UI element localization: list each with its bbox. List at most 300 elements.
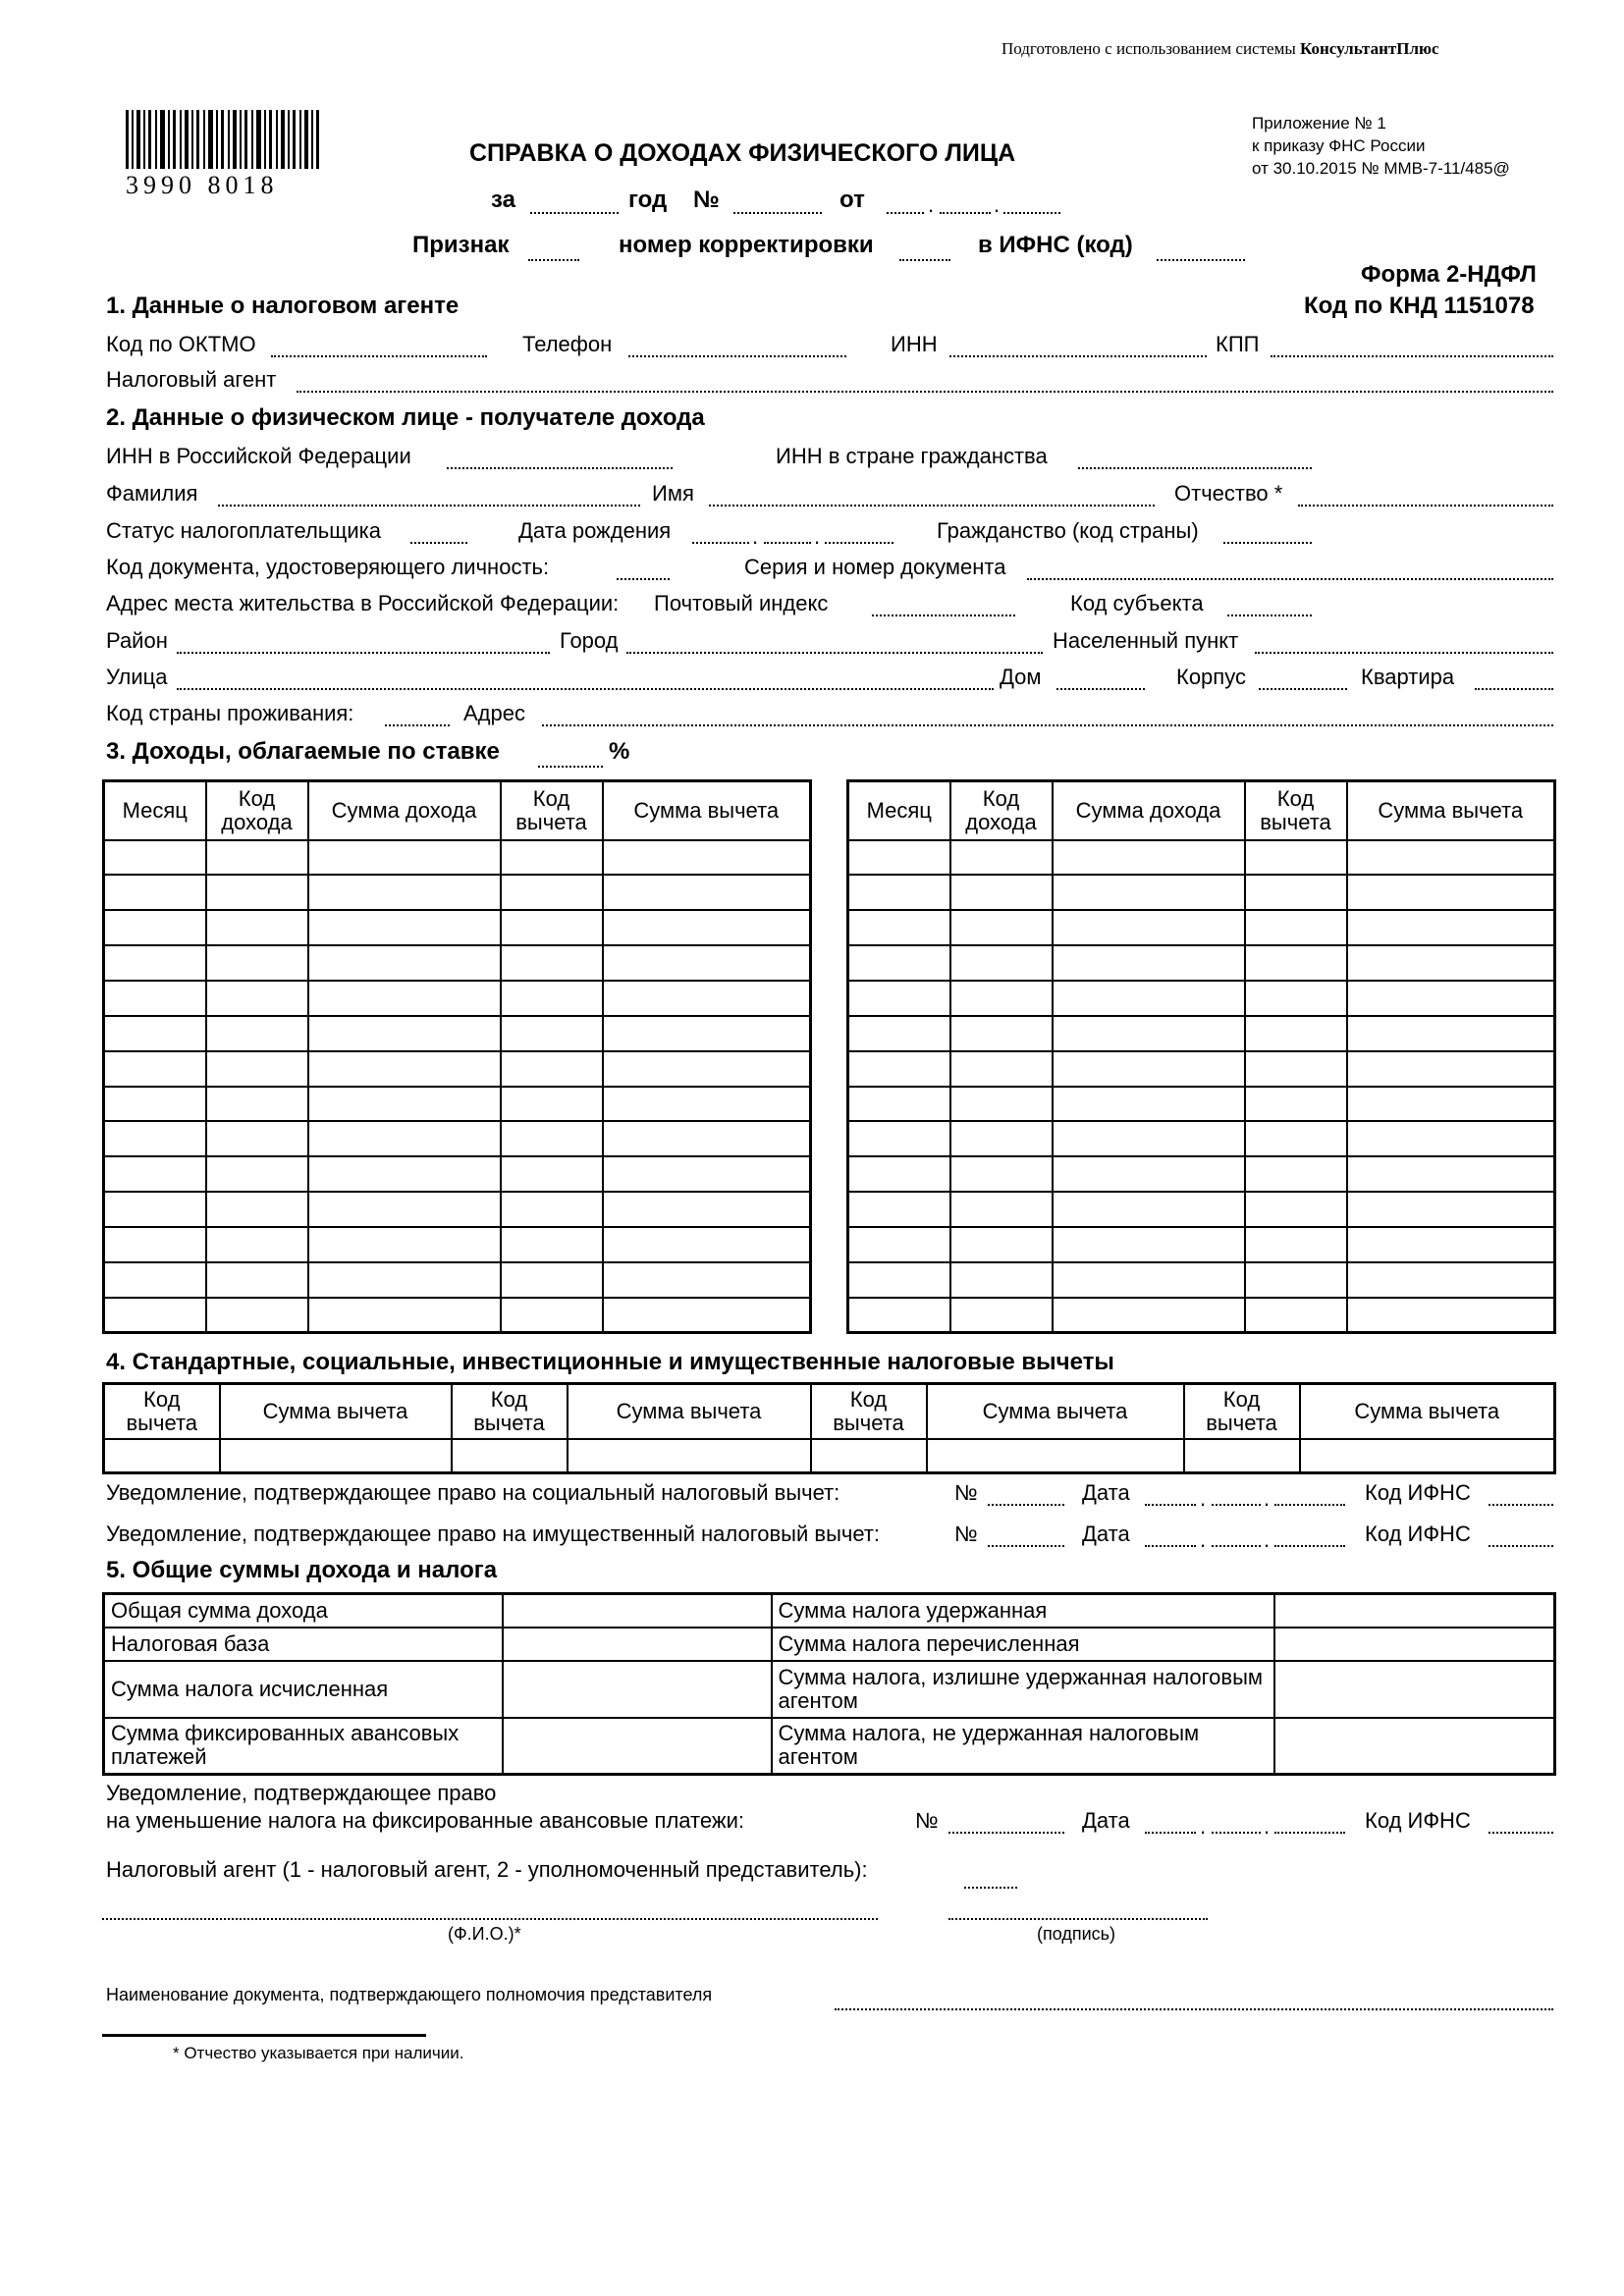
table-cell[interactable] <box>206 1227 308 1262</box>
col-month: Месяц <box>104 781 206 840</box>
table-cell[interactable] <box>206 875 308 910</box>
table-cell[interactable] <box>1053 1298 1245 1333</box>
table-cell[interactable] <box>603 1121 811 1156</box>
surname-field[interactable] <box>218 505 640 507</box>
table-cell[interactable] <box>603 981 811 1016</box>
table-cell[interactable] <box>104 1227 206 1262</box>
table-cell[interactable] <box>206 1156 308 1192</box>
table-cell[interactable] <box>1053 1121 1245 1156</box>
footnote-divider <box>102 2034 426 2037</box>
table-cell[interactable] <box>848 875 950 910</box>
table-cell[interactable] <box>950 945 1053 981</box>
table-cell[interactable] <box>603 1087 811 1122</box>
notice-property-date-month[interactable] <box>1212 1545 1261 1547</box>
date-separator: . <box>928 192 935 217</box>
priznak-label: Признак <box>412 232 510 258</box>
citizenship-label: Гражданство (код страны) <box>937 518 1199 543</box>
god-label: год <box>628 187 668 213</box>
table-cell[interactable] <box>206 1051 308 1087</box>
appendix-line: Приложение № 1 <box>1252 114 1386 133</box>
agent-inn-label: ИНН <box>891 332 938 356</box>
table-cell[interactable] <box>950 981 1053 1016</box>
col-income-sum: Сумма дохода <box>1053 781 1245 840</box>
notice-ifns-label: Код ИФНС <box>1365 1522 1471 1546</box>
col-deduction-sum: Сумма вычета <box>603 781 811 840</box>
correction-field[interactable] <box>899 259 950 261</box>
table-row <box>848 1156 1555 1192</box>
street-field[interactable] <box>177 688 994 690</box>
notice-social-number-field[interactable] <box>988 1504 1064 1506</box>
totals-table <box>102 1592 1556 1776</box>
advance-notice-number-field[interactable] <box>948 1832 1064 1834</box>
agent-field[interactable] <box>297 391 1553 393</box>
table-row <box>104 981 811 1016</box>
tax-withheld-value[interactable] <box>1274 1594 1555 1628</box>
table-cell[interactable] <box>1184 1439 1300 1472</box>
notice-property-number-field[interactable] <box>988 1545 1064 1547</box>
table-cell[interactable] <box>104 910 206 945</box>
table-cell[interactable] <box>501 1121 603 1156</box>
table-cell[interactable] <box>104 1439 220 1472</box>
table-cell[interactable] <box>1245 1016 1347 1051</box>
house-label: Дом <box>1000 665 1042 689</box>
table-cell[interactable] <box>206 910 308 945</box>
tax-transferred-label: Сумма налога перечисленная <box>772 1628 1274 1661</box>
deductions-table <box>102 1382 1556 1474</box>
doc-code-field[interactable] <box>617 578 670 580</box>
surname-label: Фамилия <box>106 481 198 506</box>
table-cell[interactable] <box>848 910 950 945</box>
table-cell[interactable] <box>603 840 811 876</box>
barcode-digits: 3990 8018 <box>126 171 279 199</box>
birthdate-label: Дата рождения <box>518 518 672 543</box>
oktmo-field[interactable] <box>271 355 487 357</box>
notice-social-date-month[interactable] <box>1212 1504 1261 1506</box>
table-cell[interactable] <box>308 910 501 945</box>
table-cell[interactable] <box>501 1016 603 1051</box>
table-cell[interactable] <box>206 1192 308 1227</box>
table-cell[interactable] <box>603 1298 811 1333</box>
col-deduction-code: Код вычета <box>501 781 603 840</box>
table-cell[interactable] <box>308 1156 501 1192</box>
col-deduction-sum: Сумма вычета <box>568 1384 811 1440</box>
table-cell[interactable] <box>1053 1016 1245 1051</box>
name-label: Имя <box>652 481 694 506</box>
table-cell[interactable] <box>1347 981 1555 1016</box>
tax-overwithheld-label: Сумма налога, излишне удержанная налоговым агентом <box>772 1661 1274 1718</box>
house-field[interactable] <box>1056 688 1145 690</box>
table-cell[interactable] <box>950 1121 1053 1156</box>
table-cell[interactable] <box>1347 945 1555 981</box>
table-cell[interactable] <box>603 910 811 945</box>
apartment-field[interactable] <box>1475 688 1553 690</box>
table-cell[interactable] <box>950 875 1053 910</box>
table-cell[interactable] <box>206 945 308 981</box>
table-row <box>848 945 1555 981</box>
table-cell[interactable] <box>603 1016 811 1051</box>
table-cell[interactable] <box>927 1439 1184 1472</box>
col-income-code: Код дохода <box>950 781 1053 840</box>
table-cell[interactable] <box>848 1156 950 1192</box>
table-cell[interactable] <box>501 1156 603 1192</box>
number-label: № <box>693 187 720 213</box>
table-cell[interactable] <box>950 1051 1053 1087</box>
table-cell[interactable] <box>950 1156 1053 1192</box>
birthdate-month-field[interactable] <box>764 542 811 544</box>
appendix-line: к приказу ФНС России <box>1252 136 1426 155</box>
table-cell[interactable] <box>1347 1262 1555 1298</box>
table-cell[interactable] <box>603 1262 811 1298</box>
table-cell[interactable] <box>104 1016 206 1051</box>
notice-property-ifns-field[interactable] <box>1489 1545 1553 1547</box>
agent-type-label: Налоговый агент (1 - налоговый агент, 2 - уполномоченный представитель): <box>106 1857 868 1882</box>
table-row <box>104 875 811 910</box>
table-cell[interactable] <box>1245 981 1347 1016</box>
table-cell[interactable] <box>1347 1192 1555 1227</box>
table-cell[interactable] <box>104 981 206 1016</box>
patronymic-field[interactable] <box>1298 505 1553 507</box>
table-cell[interactable] <box>1245 1227 1347 1262</box>
table-row <box>848 1121 1555 1156</box>
table-cell[interactable] <box>501 981 603 1016</box>
country-code-field[interactable] <box>385 724 450 726</box>
district-field[interactable] <box>177 652 550 654</box>
total-income-value[interactable] <box>503 1594 772 1628</box>
table-header-row <box>104 1384 1555 1440</box>
table-row <box>104 1016 811 1051</box>
apartment-label: Квартира <box>1361 665 1455 689</box>
address-rf-label: Адрес места жительства в Российской Федерации: <box>106 591 620 615</box>
table-cell[interactable] <box>104 875 206 910</box>
table-cell[interactable] <box>501 1051 603 1087</box>
date-separator: . <box>1264 1814 1271 1839</box>
table-cell[interactable] <box>308 875 501 910</box>
appendix-note <box>1252 112 1510 180</box>
table-cell[interactable] <box>206 1298 308 1333</box>
col-deduction-code: Код вычета <box>104 1384 220 1440</box>
status-field[interactable] <box>410 542 467 544</box>
tax-not-withheld-value[interactable] <box>1274 1718 1555 1775</box>
table-cell[interactable] <box>1347 910 1555 945</box>
table-cell[interactable] <box>1347 1087 1555 1122</box>
tax-base-value[interactable] <box>503 1628 772 1661</box>
fio-caption: (Ф.И.О.)* <box>448 1924 521 1944</box>
ifns-field[interactable] <box>1157 259 1245 261</box>
table-cell[interactable] <box>1347 1227 1555 1262</box>
table-cell[interactable] <box>1245 1262 1347 1298</box>
table-cell[interactable] <box>1053 1087 1245 1122</box>
table-cell[interactable] <box>848 1262 950 1298</box>
ifns-label: в ИФНС (код) <box>978 232 1133 258</box>
tax-base-label: Налоговая база <box>104 1628 503 1661</box>
table-cell[interactable] <box>308 1192 501 1227</box>
table-cell[interactable] <box>1053 981 1245 1016</box>
doc-name-field[interactable] <box>835 2008 1553 2010</box>
region-code-field[interactable] <box>1227 614 1312 616</box>
fixed-advance-value[interactable] <box>503 1718 772 1775</box>
agent-label: Налоговый агент <box>106 367 277 392</box>
table-cell[interactable] <box>1245 1192 1347 1227</box>
building-label: Корпус <box>1176 665 1246 689</box>
table-header-row <box>848 781 1555 840</box>
notice-social-date-year[interactable] <box>1274 1504 1345 1506</box>
table-cell[interactable] <box>848 981 950 1016</box>
table-cell[interactable] <box>950 1262 1053 1298</box>
table-cell[interactable] <box>1053 910 1245 945</box>
table-row <box>104 1661 1555 1718</box>
inn-rf-field[interactable] <box>447 467 673 469</box>
citizenship-field[interactable] <box>1223 542 1312 544</box>
table-row <box>104 910 811 945</box>
tax-calculated-label: Сумма налога исчисленная <box>104 1661 503 1718</box>
tax-calculated-value[interactable] <box>503 1661 772 1718</box>
table-row <box>848 1192 1555 1227</box>
table-cell[interactable] <box>104 1192 206 1227</box>
table-cell[interactable] <box>308 1051 501 1087</box>
table-cell[interactable] <box>811 1439 927 1472</box>
postcode-field[interactable] <box>872 614 1015 616</box>
table-cell[interactable] <box>950 910 1053 945</box>
table-cell[interactable] <box>603 945 811 981</box>
table-cell[interactable] <box>603 1227 811 1262</box>
appendix-line: от 30.10.2015 № ММВ-7-11/485@ <box>1252 159 1510 178</box>
phone-field[interactable] <box>628 355 846 357</box>
kpp-field[interactable] <box>1271 355 1553 357</box>
table-cell[interactable] <box>308 1087 501 1122</box>
tax-overwithheld-value[interactable] <box>1274 1661 1555 1718</box>
notice-no-label: № <box>915 1808 939 1833</box>
table-cell[interactable] <box>1245 1156 1347 1192</box>
table-cell[interactable] <box>501 875 603 910</box>
table-cell[interactable] <box>1347 1156 1555 1192</box>
table-cell[interactable] <box>603 875 811 910</box>
fio-field[interactable] <box>102 1918 878 1920</box>
footnote: * Отчество указывается при наличии. <box>173 2044 464 2062</box>
table-cell[interactable] <box>848 1016 950 1051</box>
table-cell[interactable] <box>501 1087 603 1122</box>
birthdate-year-field[interactable] <box>825 542 893 544</box>
table-cell[interactable] <box>1053 945 1245 981</box>
table-cell[interactable] <box>308 1121 501 1156</box>
table-row <box>848 875 1555 910</box>
agent-inn-field[interactable] <box>949 355 1207 357</box>
advance-notice-date-year[interactable] <box>1274 1832 1345 1834</box>
table-cell[interactable] <box>308 1227 501 1262</box>
date-day-field[interactable] <box>887 212 924 214</box>
table-cell[interactable] <box>848 945 950 981</box>
tax-transferred-value[interactable] <box>1274 1628 1555 1661</box>
advance-notice-date-day[interactable] <box>1145 1832 1196 1834</box>
rate-field[interactable] <box>538 766 603 768</box>
notice-property-date-year[interactable] <box>1274 1545 1345 1547</box>
table-row <box>848 910 1555 945</box>
table-cell[interactable] <box>308 840 501 876</box>
table-row <box>848 1087 1555 1122</box>
date-separator: . <box>1264 1486 1271 1511</box>
table-cell[interactable] <box>104 1156 206 1192</box>
table-cell[interactable] <box>950 1087 1053 1122</box>
table-cell[interactable] <box>501 910 603 945</box>
table-cell[interactable] <box>950 1227 1053 1262</box>
table-cell[interactable] <box>1053 1051 1245 1087</box>
table-row <box>104 840 811 876</box>
notice-property-date-day[interactable] <box>1145 1545 1196 1547</box>
tax-not-withheld-label: Сумма налога, не удержанная налоговым агентом <box>772 1718 1274 1775</box>
table-cell[interactable] <box>1347 1016 1555 1051</box>
table-cell[interactable] <box>1245 910 1347 945</box>
notice-social-ifns-field[interactable] <box>1489 1504 1553 1506</box>
city-label: Город <box>560 628 619 653</box>
table-cell[interactable] <box>501 1262 603 1298</box>
table-cell[interactable] <box>950 1192 1053 1227</box>
table-cell[interactable] <box>848 840 950 876</box>
table-cell[interactable] <box>1245 1087 1347 1122</box>
table-cell[interactable] <box>104 1121 206 1156</box>
table-cell[interactable] <box>1053 1227 1245 1262</box>
table-row <box>104 1051 811 1087</box>
date-separator: . <box>1264 1527 1271 1552</box>
table-cell[interactable] <box>501 1192 603 1227</box>
table-cell[interactable] <box>104 1262 206 1298</box>
col-deduction-sum: Сумма вычета <box>220 1384 452 1440</box>
date-separator: . <box>814 524 821 549</box>
table-cell[interactable] <box>1347 1121 1555 1156</box>
table-cell[interactable] <box>1053 1192 1245 1227</box>
table-cell[interactable] <box>206 840 308 876</box>
table-cell[interactable] <box>1245 840 1347 876</box>
col-deduction-sum: Сумма вычета <box>1300 1384 1555 1440</box>
table-cell[interactable] <box>1347 1298 1555 1333</box>
table-cell[interactable] <box>1053 1262 1245 1298</box>
table-cell[interactable] <box>104 1051 206 1087</box>
table-cell[interactable] <box>206 1262 308 1298</box>
table-cell[interactable] <box>1347 875 1555 910</box>
table-cell[interactable] <box>501 1227 603 1262</box>
notice-social-date-day[interactable] <box>1145 1504 1196 1506</box>
table-cell[interactable] <box>848 1087 950 1122</box>
birthdate-day-field[interactable] <box>692 542 749 544</box>
table-row <box>104 1298 811 1333</box>
address-field[interactable] <box>542 724 1553 726</box>
date-month-field[interactable] <box>940 212 991 214</box>
table-row <box>848 981 1555 1016</box>
table-cell[interactable] <box>308 981 501 1016</box>
table-cell[interactable] <box>206 1121 308 1156</box>
table-cell[interactable] <box>452 1439 568 1472</box>
notice-date-label: Дата <box>1082 1808 1130 1833</box>
table-cell[interactable] <box>104 1087 206 1122</box>
patronymic-label: Отчество * <box>1174 481 1283 506</box>
table-cell[interactable] <box>603 1051 811 1087</box>
table-cell[interactable] <box>501 1298 603 1333</box>
table-cell[interactable] <box>1245 945 1347 981</box>
fixed-advance-label: Сумма фиксированных авансовых платежей <box>104 1718 503 1775</box>
table-row <box>104 1439 1555 1472</box>
table-cell[interactable] <box>848 1298 950 1333</box>
table-cell[interactable] <box>848 1192 950 1227</box>
table-cell[interactable] <box>501 945 603 981</box>
table-cell[interactable] <box>568 1439 811 1472</box>
table-cell[interactable] <box>308 1262 501 1298</box>
table-cell[interactable] <box>1245 875 1347 910</box>
advance-notice-date-month[interactable] <box>1212 1832 1261 1834</box>
table-row <box>104 1227 811 1262</box>
name-field[interactable] <box>709 505 1155 507</box>
table-cell[interactable] <box>603 1156 811 1192</box>
col-income-code: Код дохода <box>206 781 308 840</box>
address-label: Адрес <box>463 701 525 725</box>
doc-series-field[interactable] <box>1027 578 1553 580</box>
table-row <box>104 1718 1555 1775</box>
building-field[interactable] <box>1259 688 1347 690</box>
table-cell[interactable] <box>1053 840 1245 876</box>
year-field[interactable] <box>530 212 619 214</box>
page-title: СПРАВКА О ДОХОДАХ ФИЗИЧЕСКОГО ЛИЦА <box>469 139 1016 167</box>
table-cell[interactable] <box>206 1016 308 1051</box>
notice-property-label: Уведомление, подтверждающее право на имущественный налоговый вычет: <box>106 1522 881 1546</box>
table-cell[interactable] <box>308 1016 501 1051</box>
table-cell[interactable] <box>104 840 206 876</box>
table-cell[interactable] <box>848 1051 950 1087</box>
advance-notice-ifns-field[interactable] <box>1489 1832 1553 1834</box>
table-cell[interactable] <box>501 840 603 876</box>
table-cell[interactable] <box>1245 1051 1347 1087</box>
doc-code-label: Код документа, удостоверяющего личность: <box>106 555 550 579</box>
table-cell[interactable] <box>1245 1121 1347 1156</box>
locality-field[interactable] <box>1255 652 1553 654</box>
table-cell[interactable] <box>1347 1051 1555 1087</box>
table-cell[interactable] <box>950 1016 1053 1051</box>
table-cell[interactable] <box>206 1087 308 1122</box>
table-cell[interactable] <box>1245 1298 1347 1333</box>
table-cell[interactable] <box>206 981 308 1016</box>
table-cell[interactable] <box>104 945 206 981</box>
table-cell[interactable] <box>104 1298 206 1333</box>
table-row <box>848 1051 1555 1087</box>
table-row <box>848 1298 1555 1333</box>
table-cell[interactable] <box>950 1298 1053 1333</box>
col-deduction-code: Код вычета <box>1245 781 1347 840</box>
city-field[interactable] <box>626 652 1043 654</box>
table-row <box>104 1594 1555 1628</box>
inn-country-field[interactable] <box>1078 467 1312 469</box>
signature-field[interactable] <box>948 1918 1208 1920</box>
inn-country-label: ИНН в стране гражданства <box>776 444 1048 468</box>
phone-label: Телефон <box>522 332 613 356</box>
knd-code: Код по КНД 1151078 <box>1304 293 1535 319</box>
priznak-field[interactable] <box>528 259 579 261</box>
notice-ifns-label: Код ИФНС <box>1365 1808 1471 1833</box>
table-cell[interactable] <box>308 1298 501 1333</box>
table-cell[interactable] <box>308 945 501 981</box>
table-cell[interactable] <box>1053 875 1245 910</box>
table-cell[interactable] <box>1053 1156 1245 1192</box>
table-row <box>104 1087 811 1122</box>
table-cell[interactable] <box>1347 840 1555 876</box>
table-row <box>104 1192 811 1227</box>
number-field[interactable] <box>733 212 822 214</box>
table-cell[interactable] <box>848 1121 950 1156</box>
table-cell[interactable] <box>1300 1439 1555 1472</box>
za-label: за <box>491 187 515 213</box>
table-cell[interactable] <box>603 1192 811 1227</box>
notice-date-label: Дата <box>1082 1522 1130 1546</box>
agent-type-field[interactable] <box>964 1887 1017 1889</box>
table-cell[interactable] <box>950 840 1053 876</box>
date-year-field[interactable] <box>1003 212 1060 214</box>
table-cell[interactable] <box>848 1227 950 1262</box>
table-cell[interactable] <box>220 1439 452 1472</box>
